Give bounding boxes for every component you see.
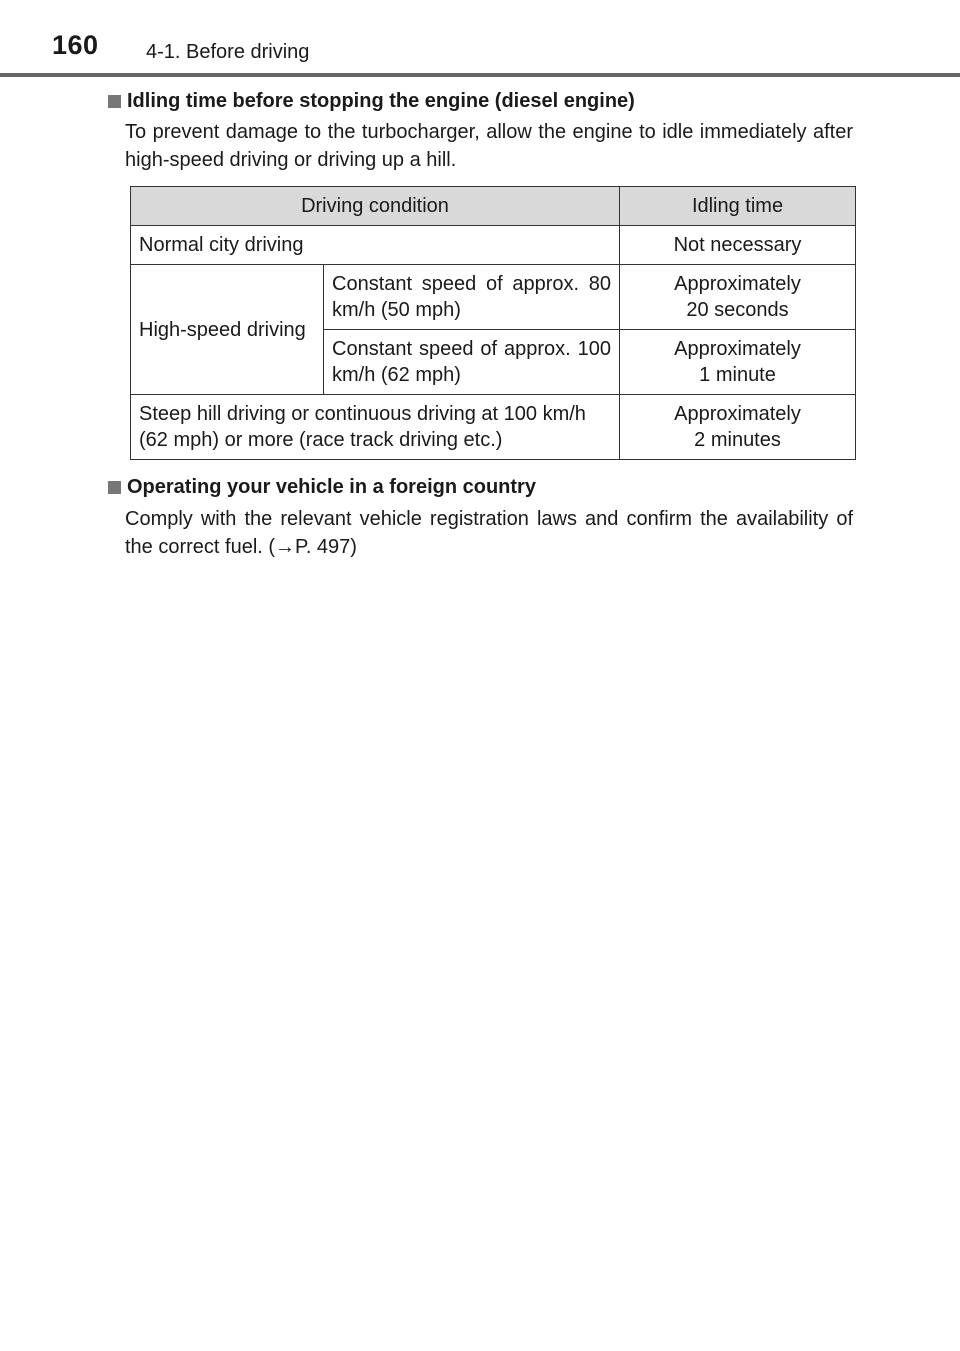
paragraph-idling: To prevent damage to the turbocharger, allow the engine to idle immediately after high-speed driving or driving up a hill. — [125, 121, 853, 171]
heading-idling-text: Idling time before stopping the engine (diesel engine) — [127, 90, 635, 112]
cell-time: Not necessary — [620, 226, 856, 265]
cell-time-line1: Approximately — [674, 338, 801, 360]
header-rule — [0, 73, 960, 77]
cell-condition: Constant speed of approx. 80 km/h (50 mph) — [324, 265, 620, 330]
header-driving-condition: Driving condition — [131, 187, 620, 226]
header-idling-time: Idling time — [620, 187, 856, 226]
paragraph-foreign: Comply with the relevant vehicle registration laws and confirm the availability of the correct fuel. (→P. 497) — [125, 508, 853, 558]
cell-time-line2: 20 seconds — [686, 299, 789, 321]
cell-condition: Normal city driving — [131, 226, 620, 265]
table-header-row — [131, 187, 856, 226]
table-row — [131, 226, 856, 265]
table-row — [131, 265, 856, 330]
square-bullet-icon — [108, 481, 121, 494]
cell-time-line2: 2 minutes — [694, 429, 781, 451]
cell-condition: Steep hill driving or continuous driving at 100 km/h (62 mph) or more (race track driving etc.) — [131, 395, 620, 460]
cell-group-high-speed: High-speed driving — [131, 265, 324, 395]
cell-time-line2: 1 minute — [699, 364, 776, 386]
cell-time-line1: Approximately — [674, 273, 801, 295]
idling-time-table — [130, 186, 856, 460]
page-number: 160 — [52, 30, 99, 60]
section-label: 4-1. Before driving — [146, 41, 310, 63]
heading-foreign-country — [108, 476, 536, 499]
cell-time-line1: Approximately — [674, 403, 801, 425]
cell-condition: Constant speed of approx. 100 km/h (62 mph) — [324, 330, 620, 395]
heading-idling-time — [108, 90, 635, 113]
table-row — [131, 395, 856, 460]
square-bullet-icon — [108, 95, 121, 108]
cell-time — [620, 330, 856, 395]
cell-time — [620, 395, 856, 460]
heading-foreign-text: Operating your vehicle in a foreign country — [127, 476, 536, 498]
cell-time — [620, 265, 856, 330]
